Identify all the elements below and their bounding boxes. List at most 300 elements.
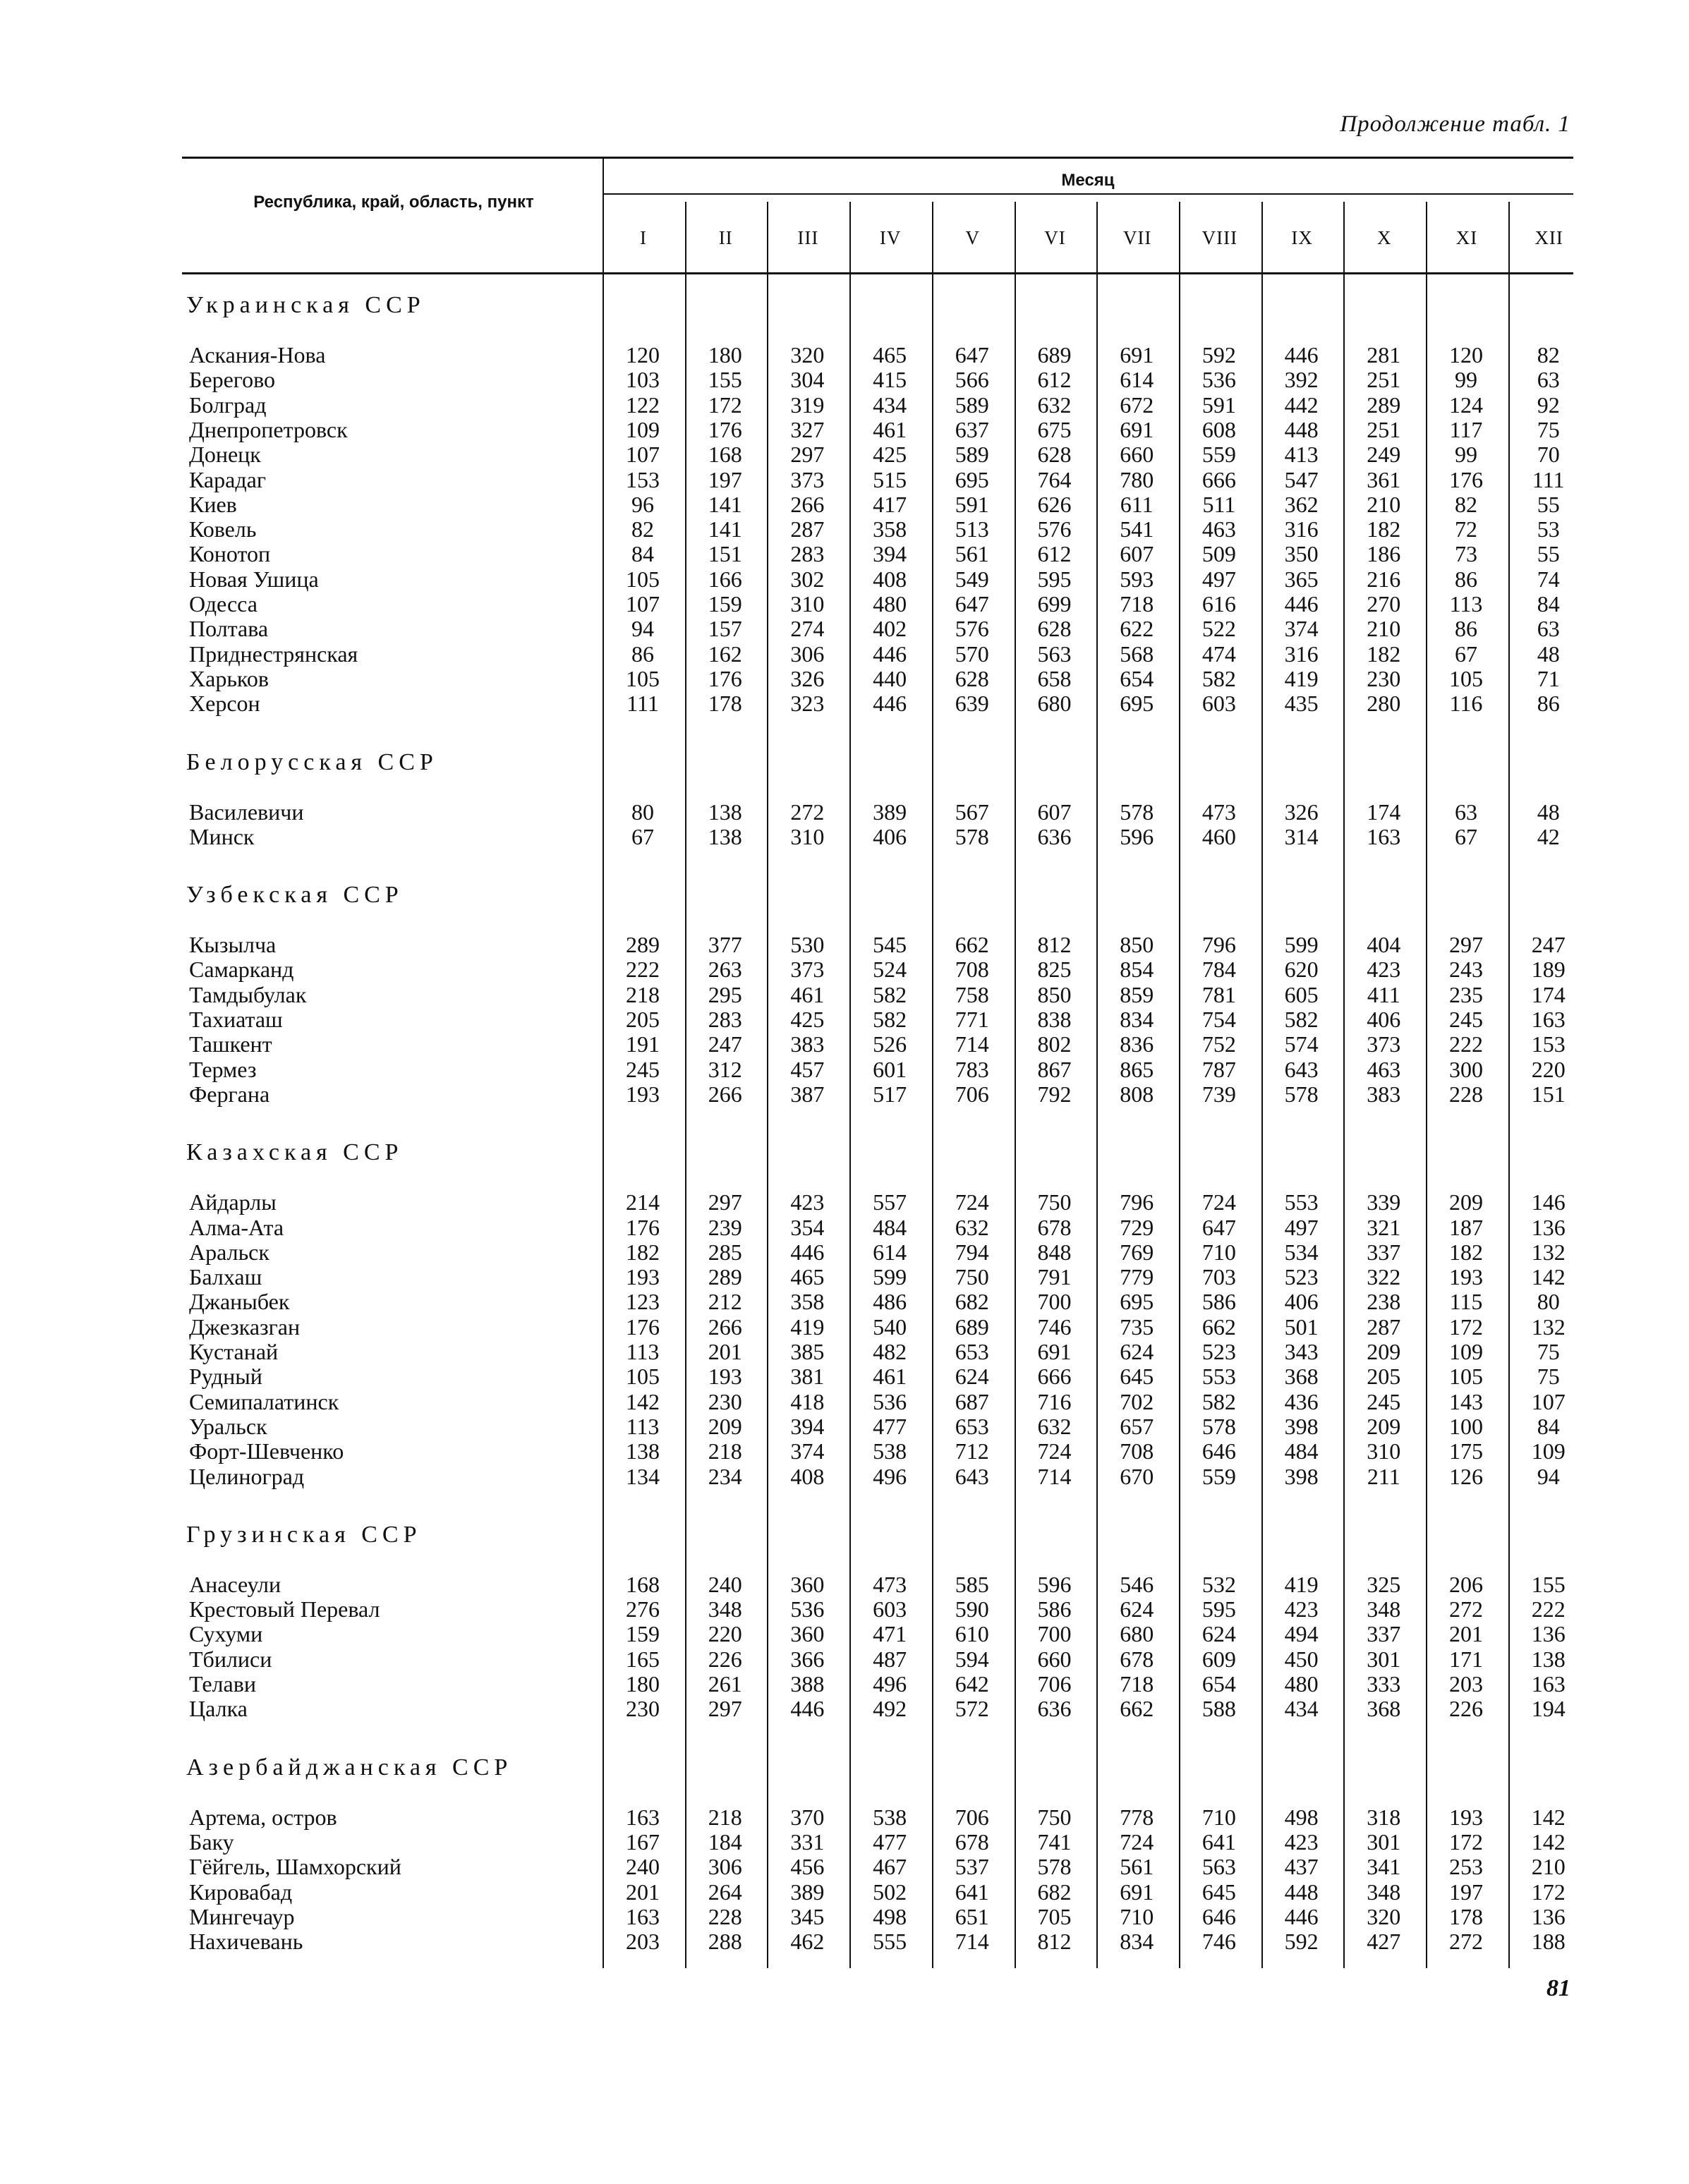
month-value: 724	[955, 1189, 989, 1215]
month-value: 572	[955, 1696, 989, 1722]
month-value: 632	[1037, 1413, 1072, 1439]
month-value: 646	[1201, 1903, 1236, 1929]
month-value: 716	[1037, 1388, 1072, 1414]
month-value: 626	[1037, 491, 1072, 517]
month-value: 381	[790, 1364, 825, 1390]
place-name: Рудный	[189, 1364, 262, 1390]
table-row	[182, 1007, 1573, 1032]
month-value: 411	[1367, 981, 1400, 1007]
month-value: 394	[790, 1413, 825, 1439]
month-value: 153	[626, 466, 660, 492]
month-value: 84	[631, 541, 654, 567]
month-value: 593	[1120, 566, 1154, 592]
month-value: 718	[1120, 1671, 1154, 1697]
month-value: 477	[873, 1413, 907, 1439]
month-value: 75	[1537, 1364, 1560, 1390]
table-row	[182, 667, 1573, 691]
month-value: 850	[1120, 932, 1154, 958]
month-value: 388	[790, 1671, 825, 1697]
month-value: 132	[1531, 1314, 1566, 1340]
month-value: 865	[1120, 1056, 1154, 1082]
month-value: 163	[1367, 823, 1401, 849]
month-value: 253	[1449, 1854, 1483, 1880]
month-value: 658	[1037, 665, 1072, 691]
table-row	[182, 1057, 1573, 1082]
month-value: 122	[626, 392, 660, 418]
place-name: Целиноград	[189, 1463, 305, 1489]
place-name: Семипалатинск	[189, 1388, 339, 1414]
month-value: 530	[790, 932, 825, 958]
month-value: 280	[1367, 691, 1401, 717]
month-value: 532	[1201, 1571, 1236, 1597]
month-value: 172	[1449, 1828, 1483, 1855]
month-value: 126	[1449, 1463, 1483, 1489]
month-value: 545	[873, 932, 907, 958]
month-value: 222	[1531, 1596, 1566, 1622]
place-name: Киев	[189, 491, 237, 517]
month-value: 484	[873, 1214, 907, 1240]
month-value: 675	[1037, 416, 1072, 442]
month-value: 176	[626, 1214, 660, 1240]
month-value: 163	[1531, 1007, 1566, 1032]
month-value: 563	[1037, 641, 1072, 667]
month-value: 142	[1531, 1828, 1566, 1855]
place-name: Карадаг	[189, 466, 266, 492]
month-value: 374	[790, 1438, 825, 1464]
month-value: 780	[1120, 466, 1154, 492]
month-value: 245	[1449, 1007, 1483, 1032]
month-value: 155	[1531, 1571, 1566, 1597]
month-value: 567	[955, 799, 989, 825]
place-name: Донецк	[189, 442, 261, 468]
month-value: 53	[1537, 516, 1560, 542]
month-value: 646	[1201, 1438, 1236, 1464]
place-name: Гёйгель, Шамхорский	[189, 1854, 401, 1880]
month-value: 501	[1284, 1314, 1319, 1340]
month-value: 67	[1455, 641, 1477, 667]
month-value: 109	[626, 416, 660, 442]
table-row	[182, 957, 1573, 982]
month-value: 80	[631, 799, 654, 825]
month-value: 348	[708, 1596, 742, 1622]
month-value: 442	[1284, 392, 1319, 418]
month-value: 157	[708, 616, 742, 642]
month-value: 105	[1449, 665, 1483, 691]
month-value: 418	[790, 1388, 825, 1414]
month-value: 471	[873, 1621, 907, 1647]
month-value: 107	[626, 591, 660, 617]
month-value: 511	[1202, 491, 1236, 517]
month-value: 670	[1120, 1463, 1154, 1489]
month-value: 639	[955, 691, 989, 717]
month-value: 201	[708, 1339, 742, 1364]
month-value: 86	[631, 641, 654, 667]
table-row	[182, 542, 1573, 566]
month-value: 238	[1367, 1289, 1401, 1315]
month-value: 645	[1120, 1364, 1154, 1390]
month-value: 82	[1537, 342, 1560, 368]
month-value: 689	[1037, 342, 1072, 368]
month-value: 404	[1367, 932, 1401, 958]
month-value: 105	[626, 1364, 660, 1390]
month-value: 184	[708, 1828, 742, 1855]
month-value: 389	[790, 1879, 825, 1905]
table-row	[182, 492, 1573, 517]
month-value: 138	[708, 823, 742, 849]
month-value: 117	[1449, 416, 1483, 442]
month-value: 211	[1367, 1463, 1400, 1489]
place-name: Ташкент	[189, 1031, 272, 1057]
month-value: 209	[1449, 1189, 1483, 1215]
month-value: 783	[955, 1056, 989, 1082]
month-value: 423	[1284, 1596, 1319, 1622]
month-value: 216	[1367, 566, 1401, 592]
month-value: 825	[1037, 957, 1072, 983]
month-value: 67	[631, 823, 654, 849]
month-value: 588	[1201, 1696, 1236, 1722]
month-value: 193	[626, 1264, 660, 1290]
month-value: 848	[1037, 1239, 1072, 1265]
month-value: 138	[708, 799, 742, 825]
month-value: 653	[955, 1339, 989, 1364]
place-name: Полтава	[189, 616, 269, 642]
month-value: 48	[1537, 799, 1560, 825]
month-value: 582	[1201, 1388, 1236, 1414]
month-value: 408	[873, 566, 907, 592]
month-value: 176	[1449, 466, 1483, 492]
month-value: 435	[1284, 691, 1319, 717]
month-value: 446	[1284, 591, 1319, 617]
table-row	[182, 1240, 1573, 1265]
month-value: 834	[1120, 1929, 1154, 1955]
month-value: 477	[873, 1828, 907, 1855]
month-value: 188	[1531, 1929, 1566, 1955]
month-value: 360	[790, 1571, 825, 1597]
month-value: 205	[1367, 1364, 1401, 1390]
month-value: 463	[1367, 1056, 1401, 1082]
month-value: 193	[708, 1364, 742, 1390]
month-value: 210	[1367, 616, 1401, 642]
month-value: 136	[1531, 1214, 1566, 1240]
month-value: 226	[708, 1646, 742, 1672]
month-value: 859	[1120, 981, 1154, 1007]
month-value: 628	[1037, 442, 1072, 468]
month-value: 176	[626, 1314, 660, 1340]
month-value: 779	[1120, 1264, 1154, 1290]
table-row	[182, 1390, 1573, 1414]
month-value: 582	[1284, 1007, 1319, 1032]
month-value: 446	[1284, 342, 1319, 368]
month-value: 115	[1449, 1289, 1483, 1315]
month-value: 596	[1037, 1571, 1072, 1597]
month-value: 666	[1037, 1364, 1072, 1390]
group-heading: Азербайджанская ССР	[186, 1754, 513, 1780]
month-value: 559	[1201, 1463, 1236, 1489]
month-value: 132	[1531, 1239, 1566, 1265]
place-name: Крестовый Перевал	[189, 1596, 380, 1622]
month-value: 302	[790, 566, 825, 592]
month-value: 561	[1120, 1854, 1154, 1880]
group-heading: Белорусская ССР	[186, 748, 438, 775]
month-value: 662	[1120, 1696, 1154, 1722]
month-value: 105	[626, 566, 660, 592]
table-row	[182, 1830, 1573, 1855]
month-value: 155	[708, 367, 742, 393]
month-value: 708	[1120, 1438, 1154, 1464]
month-value: 398	[1284, 1463, 1319, 1489]
month-value: 165	[626, 1646, 660, 1672]
month-value: 163	[1531, 1671, 1566, 1697]
month-value: 220	[1531, 1056, 1566, 1082]
month-value: 222	[1449, 1031, 1483, 1057]
month-value: 341	[1367, 1854, 1401, 1880]
month-value: 487	[873, 1646, 907, 1672]
month-header: VIII	[1201, 227, 1238, 248]
month-value: 553	[1201, 1364, 1236, 1390]
month-value: 243	[1449, 957, 1483, 983]
month-value: 214	[626, 1189, 660, 1215]
month-value: 377	[708, 932, 742, 958]
month-value: 460	[1201, 823, 1236, 849]
month-value: 146	[1531, 1189, 1566, 1215]
month-value: 708	[955, 957, 989, 983]
month-value: 735	[1120, 1314, 1154, 1340]
table-row	[182, 1647, 1573, 1672]
month-value: 283	[708, 1007, 742, 1032]
month-value: 718	[1120, 591, 1154, 617]
month-value: 218	[626, 981, 660, 1007]
month-value: 343	[1284, 1339, 1319, 1364]
month-value: 318	[1367, 1804, 1401, 1830]
month-value: 362	[1284, 491, 1319, 517]
month-value: 218	[708, 1804, 742, 1830]
table-row	[182, 642, 1573, 667]
month-value: 607	[1037, 799, 1072, 825]
place-name: Минск	[189, 823, 255, 849]
month-value: 614	[873, 1239, 907, 1265]
month-value: 141	[708, 491, 742, 517]
month-value: 497	[1284, 1214, 1319, 1240]
month-value: 239	[708, 1214, 742, 1240]
month-value: 601	[873, 1056, 907, 1082]
month-value: 492	[873, 1696, 907, 1722]
table-row	[182, 1439, 1573, 1464]
month-value: 186	[1367, 541, 1401, 567]
month-value: 796	[1120, 1189, 1154, 1215]
month-value: 524	[873, 957, 907, 983]
month-value: 245	[626, 1056, 660, 1082]
place-name: Новая Ушица	[189, 566, 319, 592]
month-value: 111	[626, 691, 659, 717]
month-value: 867	[1037, 1056, 1072, 1082]
month-value: 406	[1284, 1289, 1319, 1315]
month-value: 92	[1537, 392, 1560, 418]
place-name: Тахиаташ	[189, 1007, 283, 1032]
month-header: XII	[1534, 227, 1563, 248]
month-value: 457	[790, 1056, 825, 1082]
month-value: 197	[708, 466, 742, 492]
month-value: 413	[1284, 442, 1319, 468]
month-value: 647	[955, 591, 989, 617]
month-value: 120	[626, 342, 660, 368]
month-value: 536	[873, 1388, 907, 1414]
month-value: 333	[1367, 1671, 1401, 1697]
month-value: 136	[1531, 1621, 1566, 1647]
table-row	[182, 1215, 1573, 1240]
month-value: 651	[955, 1903, 989, 1929]
month-value: 297	[1449, 932, 1483, 958]
data-table	[182, 157, 1573, 1968]
month-value: 142	[626, 1388, 660, 1414]
month-value: 465	[790, 1264, 825, 1290]
month-value: 234	[708, 1463, 742, 1489]
month-value: 691	[1037, 1339, 1072, 1364]
month-value: 574	[1284, 1031, 1319, 1057]
place-name: Анасеули	[189, 1571, 282, 1597]
month-value: 614	[1120, 367, 1154, 393]
month-value: 463	[1201, 516, 1236, 542]
month-value: 134	[626, 1463, 660, 1489]
month-value: 316	[1284, 641, 1319, 667]
month-value: 769	[1120, 1239, 1154, 1265]
table-row	[182, 1414, 1573, 1439]
month-value: 337	[1367, 1621, 1401, 1647]
month-value: 123	[626, 1289, 660, 1315]
month-value: 497	[1201, 566, 1236, 592]
month-value: 389	[873, 799, 907, 825]
month-value: 559	[1201, 442, 1236, 468]
month-value: 450	[1284, 1646, 1319, 1672]
month-value: 345	[790, 1903, 825, 1929]
month-value: 151	[1531, 1081, 1566, 1107]
month-value: 498	[873, 1903, 907, 1929]
month-value: 482	[873, 1339, 907, 1364]
month-value: 230	[1367, 665, 1401, 691]
month-value: 228	[708, 1903, 742, 1929]
month-value: 729	[1120, 1214, 1154, 1240]
month-value: 374	[1284, 616, 1319, 642]
month-value: 182	[1449, 1239, 1483, 1265]
month-value: 484	[1284, 1438, 1319, 1464]
month-value: 398	[1284, 1413, 1319, 1439]
month-value: 437	[1284, 1854, 1319, 1880]
month-value: 251	[1367, 367, 1401, 393]
table-row	[182, 343, 1573, 368]
table-row	[182, 1364, 1573, 1389]
place-name: Джаныбек	[189, 1289, 290, 1315]
month-value: 113	[1449, 591, 1483, 617]
month-value: 48	[1537, 641, 1560, 667]
month-value: 322	[1367, 1264, 1401, 1290]
month-value: 691	[1120, 416, 1154, 442]
month-value: 220	[708, 1621, 742, 1647]
month-value: 647	[1201, 1214, 1236, 1240]
month-value: 570	[955, 641, 989, 667]
month-value: 703	[1201, 1264, 1236, 1290]
month-value: 555	[873, 1929, 907, 1955]
month-value: 178	[708, 691, 742, 717]
month-value: 705	[1037, 1903, 1072, 1929]
month-value: 287	[790, 516, 825, 542]
month-value: 610	[955, 1621, 989, 1647]
place-name: Сухуми	[189, 1621, 263, 1647]
month-value: 526	[873, 1031, 907, 1057]
place-name: Берегово	[189, 367, 275, 393]
month-value: 297	[708, 1189, 742, 1215]
month-value: 182	[626, 1239, 660, 1265]
month-value: 700	[1037, 1289, 1072, 1315]
month-value: 373	[1367, 1031, 1401, 1057]
month-value: 306	[790, 641, 825, 667]
month-value: 394	[873, 541, 907, 567]
month-value: 654	[1120, 665, 1154, 691]
month-value: 373	[790, 957, 825, 983]
month-value: 710	[1120, 1903, 1154, 1929]
month-value: 172	[1531, 1879, 1566, 1905]
month-value: 289	[708, 1264, 742, 1290]
month-value: 245	[1367, 1388, 1401, 1414]
place-name: Херсон	[189, 691, 260, 717]
group-heading: Грузинская ССР	[186, 1521, 422, 1548]
month-value: 662	[955, 932, 989, 958]
place-name: Балхаш	[189, 1264, 262, 1290]
month-value: 94	[631, 616, 654, 642]
month-value: 425	[873, 442, 907, 468]
month-value: 764	[1037, 466, 1072, 492]
month-value: 141	[708, 516, 742, 542]
month-value: 178	[1449, 1903, 1483, 1929]
month-value: 100	[1449, 1413, 1483, 1439]
month-value: 319	[790, 392, 825, 418]
month-value: 781	[1201, 981, 1236, 1007]
month-value: 288	[708, 1929, 742, 1955]
table-row	[182, 368, 1573, 392]
month-value: 854	[1120, 957, 1154, 983]
month-value: 406	[1367, 1007, 1401, 1032]
month-value: 366	[790, 1646, 825, 1672]
month-value: 624	[1120, 1339, 1154, 1364]
month-value: 75	[1537, 416, 1560, 442]
month-value: 456	[790, 1854, 825, 1880]
month-value: 172	[708, 392, 742, 418]
month-value: 230	[708, 1388, 742, 1414]
month-value: 365	[1284, 566, 1319, 592]
month-value: 710	[1201, 1804, 1236, 1830]
month-value: 314	[1284, 823, 1319, 849]
month-value: 643	[955, 1463, 989, 1489]
month-value: 834	[1120, 1007, 1154, 1032]
place-name: Аскания-Нова	[189, 342, 326, 368]
month-value: 714	[955, 1031, 989, 1057]
month-value: 368	[1367, 1696, 1401, 1722]
month-value: 628	[955, 665, 989, 691]
month-value: 622	[1120, 616, 1154, 642]
month-value: 603	[1201, 691, 1236, 717]
month-header: IV	[879, 227, 902, 248]
month-value: 42	[1537, 823, 1560, 849]
month-value: 71	[1537, 665, 1560, 691]
place-name: Артема, остров	[189, 1804, 337, 1830]
month-value: 547	[1284, 466, 1319, 492]
table-row	[182, 825, 1573, 849]
month-value: 812	[1037, 932, 1072, 958]
month-value: 784	[1201, 957, 1236, 983]
month-value: 628	[1037, 616, 1072, 642]
month-value: 746	[1037, 1314, 1072, 1340]
month-value: 326	[790, 665, 825, 691]
month-value: 86	[1537, 691, 1560, 717]
month-value: 86	[1455, 566, 1477, 592]
